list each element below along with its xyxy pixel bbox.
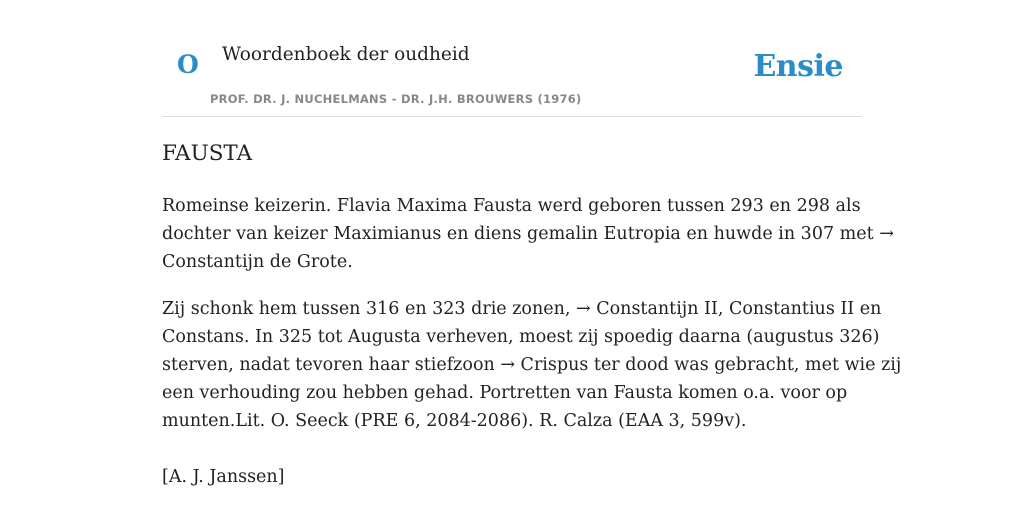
paragraph-2-line-1 — [162, 295, 882, 323]
paragraph-1-line-3 — [162, 248, 862, 276]
paragraph-2-line-4: een verhouding zou hebben gehad. Portretten van Fausta komen o.a. voor op — [162, 383, 848, 403]
section-letter[interactable]: O — [177, 50, 199, 79]
paragraph-2-line-3 — [162, 351, 902, 379]
paragraph-1-line-2 — [162, 220, 894, 248]
paragraph-2-line-1-text: Zij schonk hem tussen 316 en 323 drie zonen, — [162, 299, 571, 319]
book-authors: PROF. DR. J. NUCHELMANS - DR. J.H. BROUWERS (1976) — [210, 92, 582, 106]
book-title[interactable]: Woordenboek der oudheid — [222, 44, 470, 65]
paragraph-1-line-1: Romeinse keizerin. Flavia Maxima Fausta werd geboren tussen 293 en 298 als — [162, 196, 861, 216]
entry-title: FAUSTA — [162, 141, 253, 166]
xref-arrow-link[interactable]: → — [879, 224, 894, 244]
paragraph-2-line-1-sep: , Constantius II en — [717, 299, 882, 319]
xref-crispus-link[interactable]: → Crispus — [500, 355, 589, 375]
paragraph-2-line-3-text: sterven, nadat tevoren haar stiefzoon — [162, 355, 495, 375]
paragraph-1-line-2-text: dochter van keizer Maximianus en diens gemalin Eutropia en huwde in 307 met — [162, 224, 874, 244]
entry-author-text: [A. J. Janssen] — [162, 467, 285, 487]
paragraph-2-line-2: Constans. In 325 tot Augusta verheven, moest zij spoedig daarna (augustus 326) — [162, 327, 880, 347]
paragraph-2-line-3-end: ter dood was gebracht, met wie zij — [593, 355, 902, 375]
page — [162, 0, 902, 512]
entry-paragraph-2 — [162, 295, 902, 435]
entry-paragraph-1 — [162, 192, 894, 276]
paragraph-2-line-5: munten.Lit. O. Seeck (PRE 6, 2084-2086). R. Calza (EAA 3, 599v). — [162, 411, 747, 431]
dictionary-header — [162, 0, 862, 117]
entry-author — [162, 463, 862, 491]
paragraph-1-line-3-end: . — [347, 252, 353, 272]
xref-constantijn-ii-link[interactable]: → Constantijn II — [576, 299, 718, 319]
ensie-logo-link[interactable]: Ensie — [753, 49, 843, 84]
xref-constantijn-de-grote-link[interactable]: Constantijn de Grote — [162, 252, 348, 272]
